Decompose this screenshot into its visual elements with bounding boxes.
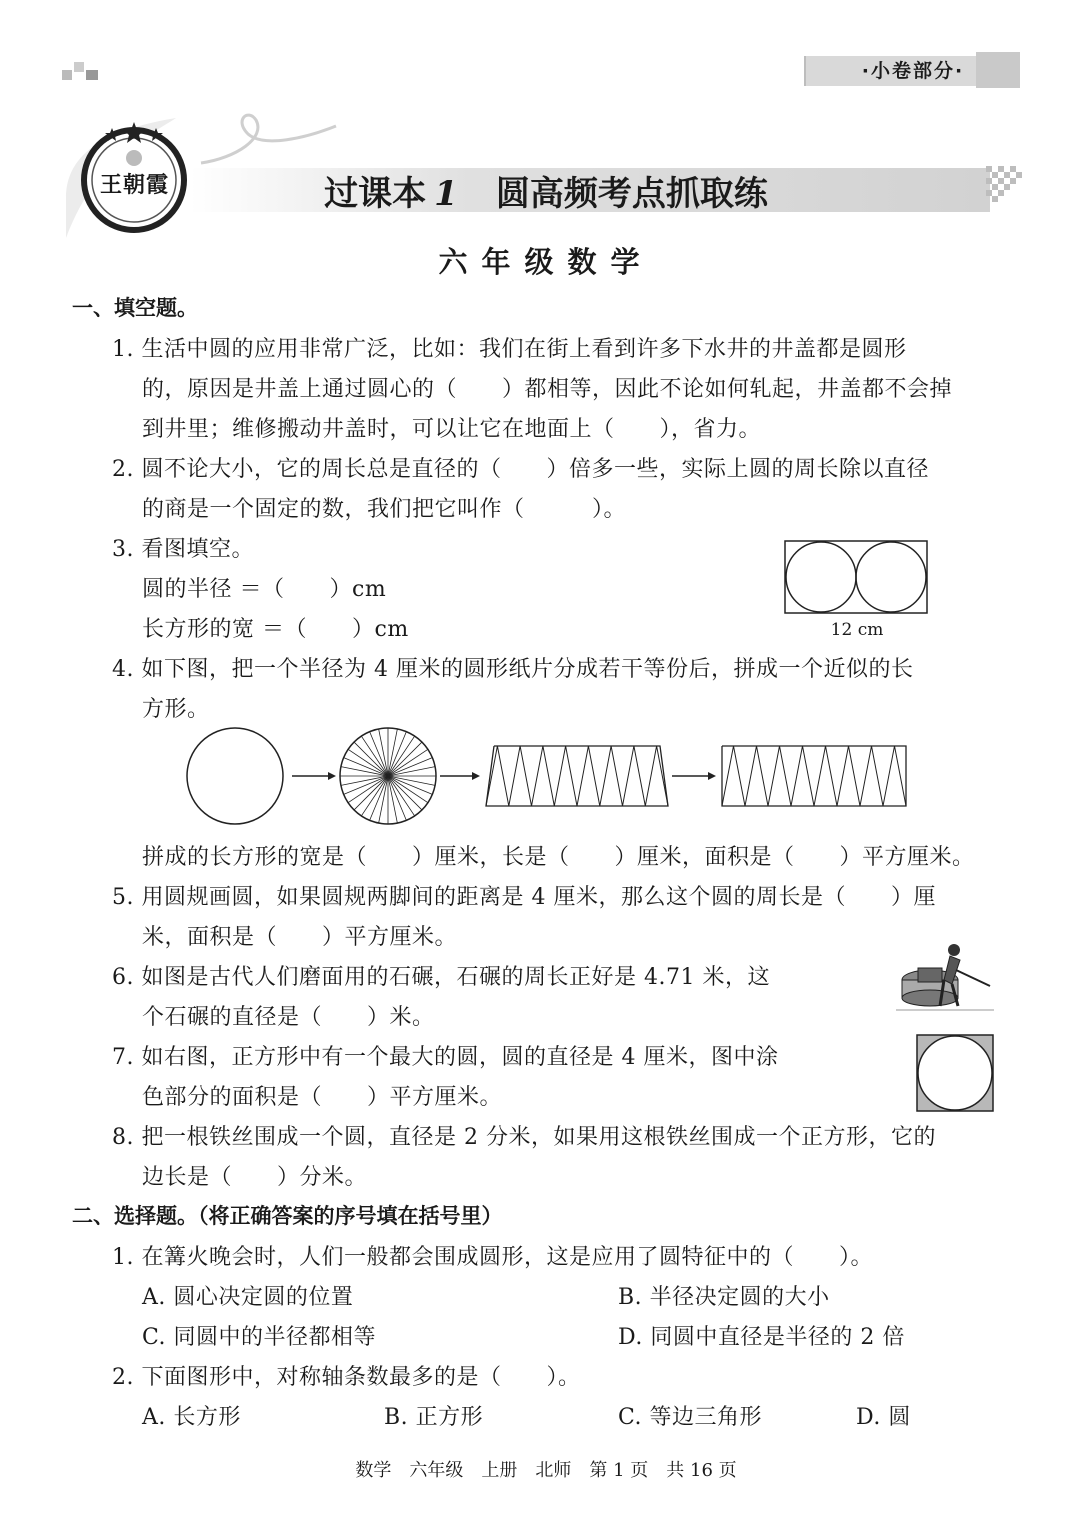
q3-line-3: 长方形的宽 ＝（ ）cm xyxy=(142,617,409,642)
ribbon-decoration xyxy=(196,108,346,168)
p2-q1-stem: 1. 在篝火晚会时，人们一般都会围成圆形，这是应用了圆特征中的（ ）。 xyxy=(112,1245,873,1270)
q6-line-2: 个石碾的直径是（ ）米。 xyxy=(142,1005,435,1030)
q7-line-2: 色部分的面积是（ ）平方厘米。 xyxy=(142,1085,503,1110)
q7-figure-square-circle xyxy=(916,1034,996,1114)
logo-text: 王朝霞 xyxy=(100,172,170,198)
q5-line-2: 米，面积是（ ）平方厘米。 xyxy=(142,925,458,950)
page-title xyxy=(0,166,1092,215)
q8-line-1: 8. 把一根铁丝围成一个圆，直径是 2 分米，如果用这根铁丝围成一个正方形，它的 xyxy=(112,1125,936,1150)
q5-line-1: 5. 用圆规画圆，如果圆规两脚间的距离是 4 厘米，那么这个圆的周长是（ ）厘 xyxy=(112,885,936,910)
p2-q2-option-b: B. 正方形 xyxy=(384,1405,484,1430)
title-number: 1 xyxy=(434,174,458,214)
q4-line-3: 拼成的长方形的宽是（ ）厘米，长是（ ）厘米，面积是（ ）平方厘米。 xyxy=(142,845,975,870)
q8-line-2: 边长是（ ）分米。 xyxy=(142,1165,368,1190)
p2-q2-option-c: C. 等边三角形 xyxy=(618,1405,763,1430)
q3-line-1: 3. 看图填空。 xyxy=(112,537,254,562)
q4-line-2: 方形。 xyxy=(142,697,210,722)
section-label: ·小卷部分· xyxy=(804,56,1020,86)
subtitle: 六年级数学 xyxy=(438,245,654,279)
q3-line-2: 圆的半径 ＝（ ）cm xyxy=(142,577,387,602)
q6-line-1: 6. 如图是古代人们磨面用的石碾，石碾的周长正好是 4.71 米，这 xyxy=(112,965,770,990)
q1-line-2: 的，原因是井盖上通过圆心的（ ）都相等，因此不论如何轧起，井盖都不会掉 xyxy=(142,377,953,402)
q2-line-2: 的商是一个固定的数，我们把它叫作（ ）。 xyxy=(142,497,627,522)
q7-line-1: 7. 如右图，正方形中有一个最大的圆，圆的直径是 4 厘米，图中涂 xyxy=(112,1045,779,1070)
corner-decoration xyxy=(62,62,102,84)
part2-heading: 二、选择题。（将正确答案的序号填在括号里） xyxy=(72,1204,503,1228)
q2-line-1: 2. 圆不论大小，它的周长总是直径的（ ）倍多一些，实际上圆的周长除以直径 xyxy=(112,457,929,482)
part1-heading: 一、填空题。 xyxy=(72,296,198,320)
q3-figure-rectangle-circles xyxy=(784,540,930,616)
q1-line-1: 1. 生活中圆的应用非常广泛，比如：我们在街上看到许多下水井的井盖都是圆形 xyxy=(112,337,907,362)
q1-line-3: 到井里；维修搬动井盖时，可以让它在地面上（ ），省力。 xyxy=(142,417,762,442)
page-footer: 数学 六年级 上册 北师 第 1 页 共 16 页 xyxy=(355,1460,737,1481)
stone-mill-illustration xyxy=(894,940,998,1018)
q4-figure-circle-to-rectangle xyxy=(180,726,910,830)
q3-figure-label: 12 cm xyxy=(830,620,884,640)
p2-q1-option-c: C. 同圆中的半径都相等 xyxy=(142,1325,377,1350)
p2-q2-option-a: A. 长方形 xyxy=(142,1405,241,1430)
p2-q1-option-a: A. 圆心决定圆的位置 xyxy=(142,1285,354,1310)
title-main: 圆高频考点抓取练 xyxy=(495,174,768,214)
p2-q2-stem: 2. 下面图形中，对称轴条数最多的是（ ）。 xyxy=(112,1365,581,1390)
p2-q1-option-d: D. 同圆中直径是半径的 2 倍 xyxy=(618,1325,905,1350)
p2-q2-option-d: D. 圆 xyxy=(856,1405,911,1430)
title-prefix: 过课本 xyxy=(324,174,427,214)
p2-q1-option-b: B. 半径决定圆的大小 xyxy=(618,1285,830,1310)
section-label-block xyxy=(976,52,1020,88)
q4-line-1: 4. 如下图，把一个半径为 4 厘米的圆形纸片分成若干等份后，拼成一个近似的长 xyxy=(112,657,914,682)
